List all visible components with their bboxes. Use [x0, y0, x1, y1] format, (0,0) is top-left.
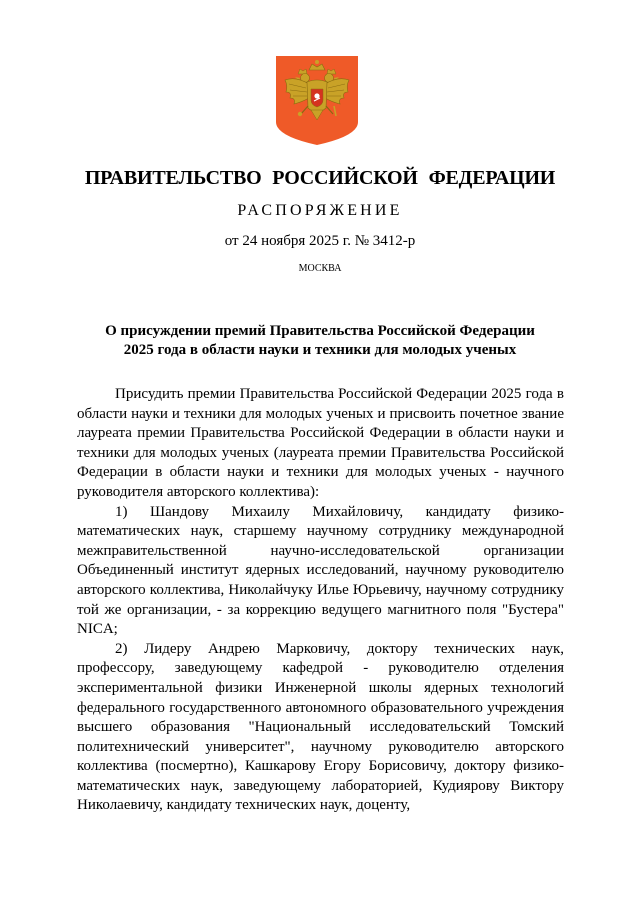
subject-line-2: 2025 года в области науки и техники для молодых ученых	[123, 342, 517, 358]
document-type: РАСПОРЯЖЕНИЕ	[237, 202, 403, 219]
document-body	[77, 385, 564, 816]
list-item: 2) Лидеру Андрею Марковичу, доктору технических наук, профессору, заведующему кафедрой - руководителю отделения экспериментальной физики Инженерной школы ядерных технологий федерального государственного автономного образовательного учреждения высшего образования "Национальный исследовательский Томский политехнический университет", научному руководителю авторского коллектива (посмертно), Кашкарову Егору Борисовичу, доктору физико-математических наук, заведующему лабораторией, Кудиярову Виктору Николаевичу, кандидату технических наук, доценту,	[77, 640, 564, 814]
coat-of-arms-icon	[276, 56, 358, 145]
subject-line-1: О присуждении премий Правительства Российской Федерации	[105, 323, 535, 339]
intro-paragraph: Присудить премии Правительства Российской Федерации 2025 года в области науки и техники для молодых ученых и присвоить почетное звание лауреата премии Правительства Российской Федерации в области науки и техники для молодых ученых (лауреата премии Правительства Российской Федерации в области науки и техники для молодых ученых - научного руководителя авторского коллектива):	[77, 386, 564, 500]
list-item: 1) Шандову Михаилу Михайловичу, кандидату физико-математических наук, старшему научному сотруднику международной межправительственной научно-исследовательской организации Объединенный институт ядерных исследований, научному руководителю авторского коллектива, Николайчуку Илье Юрьевичу, научному сотруднику той же организации, - за коррекцию ведущего магнитного поля "Бустера" NICA;	[77, 503, 564, 638]
document-city: МОСКВА	[298, 263, 342, 274]
document-subject	[60, 322, 580, 360]
issuer-title: ПРАВИТЕЛЬСТВО РОССИЙСКОЙ ФЕДЕРАЦИИ	[84, 167, 556, 189]
document-date-number: от 24 ноября 2025 г. № 3412-р	[224, 233, 416, 249]
